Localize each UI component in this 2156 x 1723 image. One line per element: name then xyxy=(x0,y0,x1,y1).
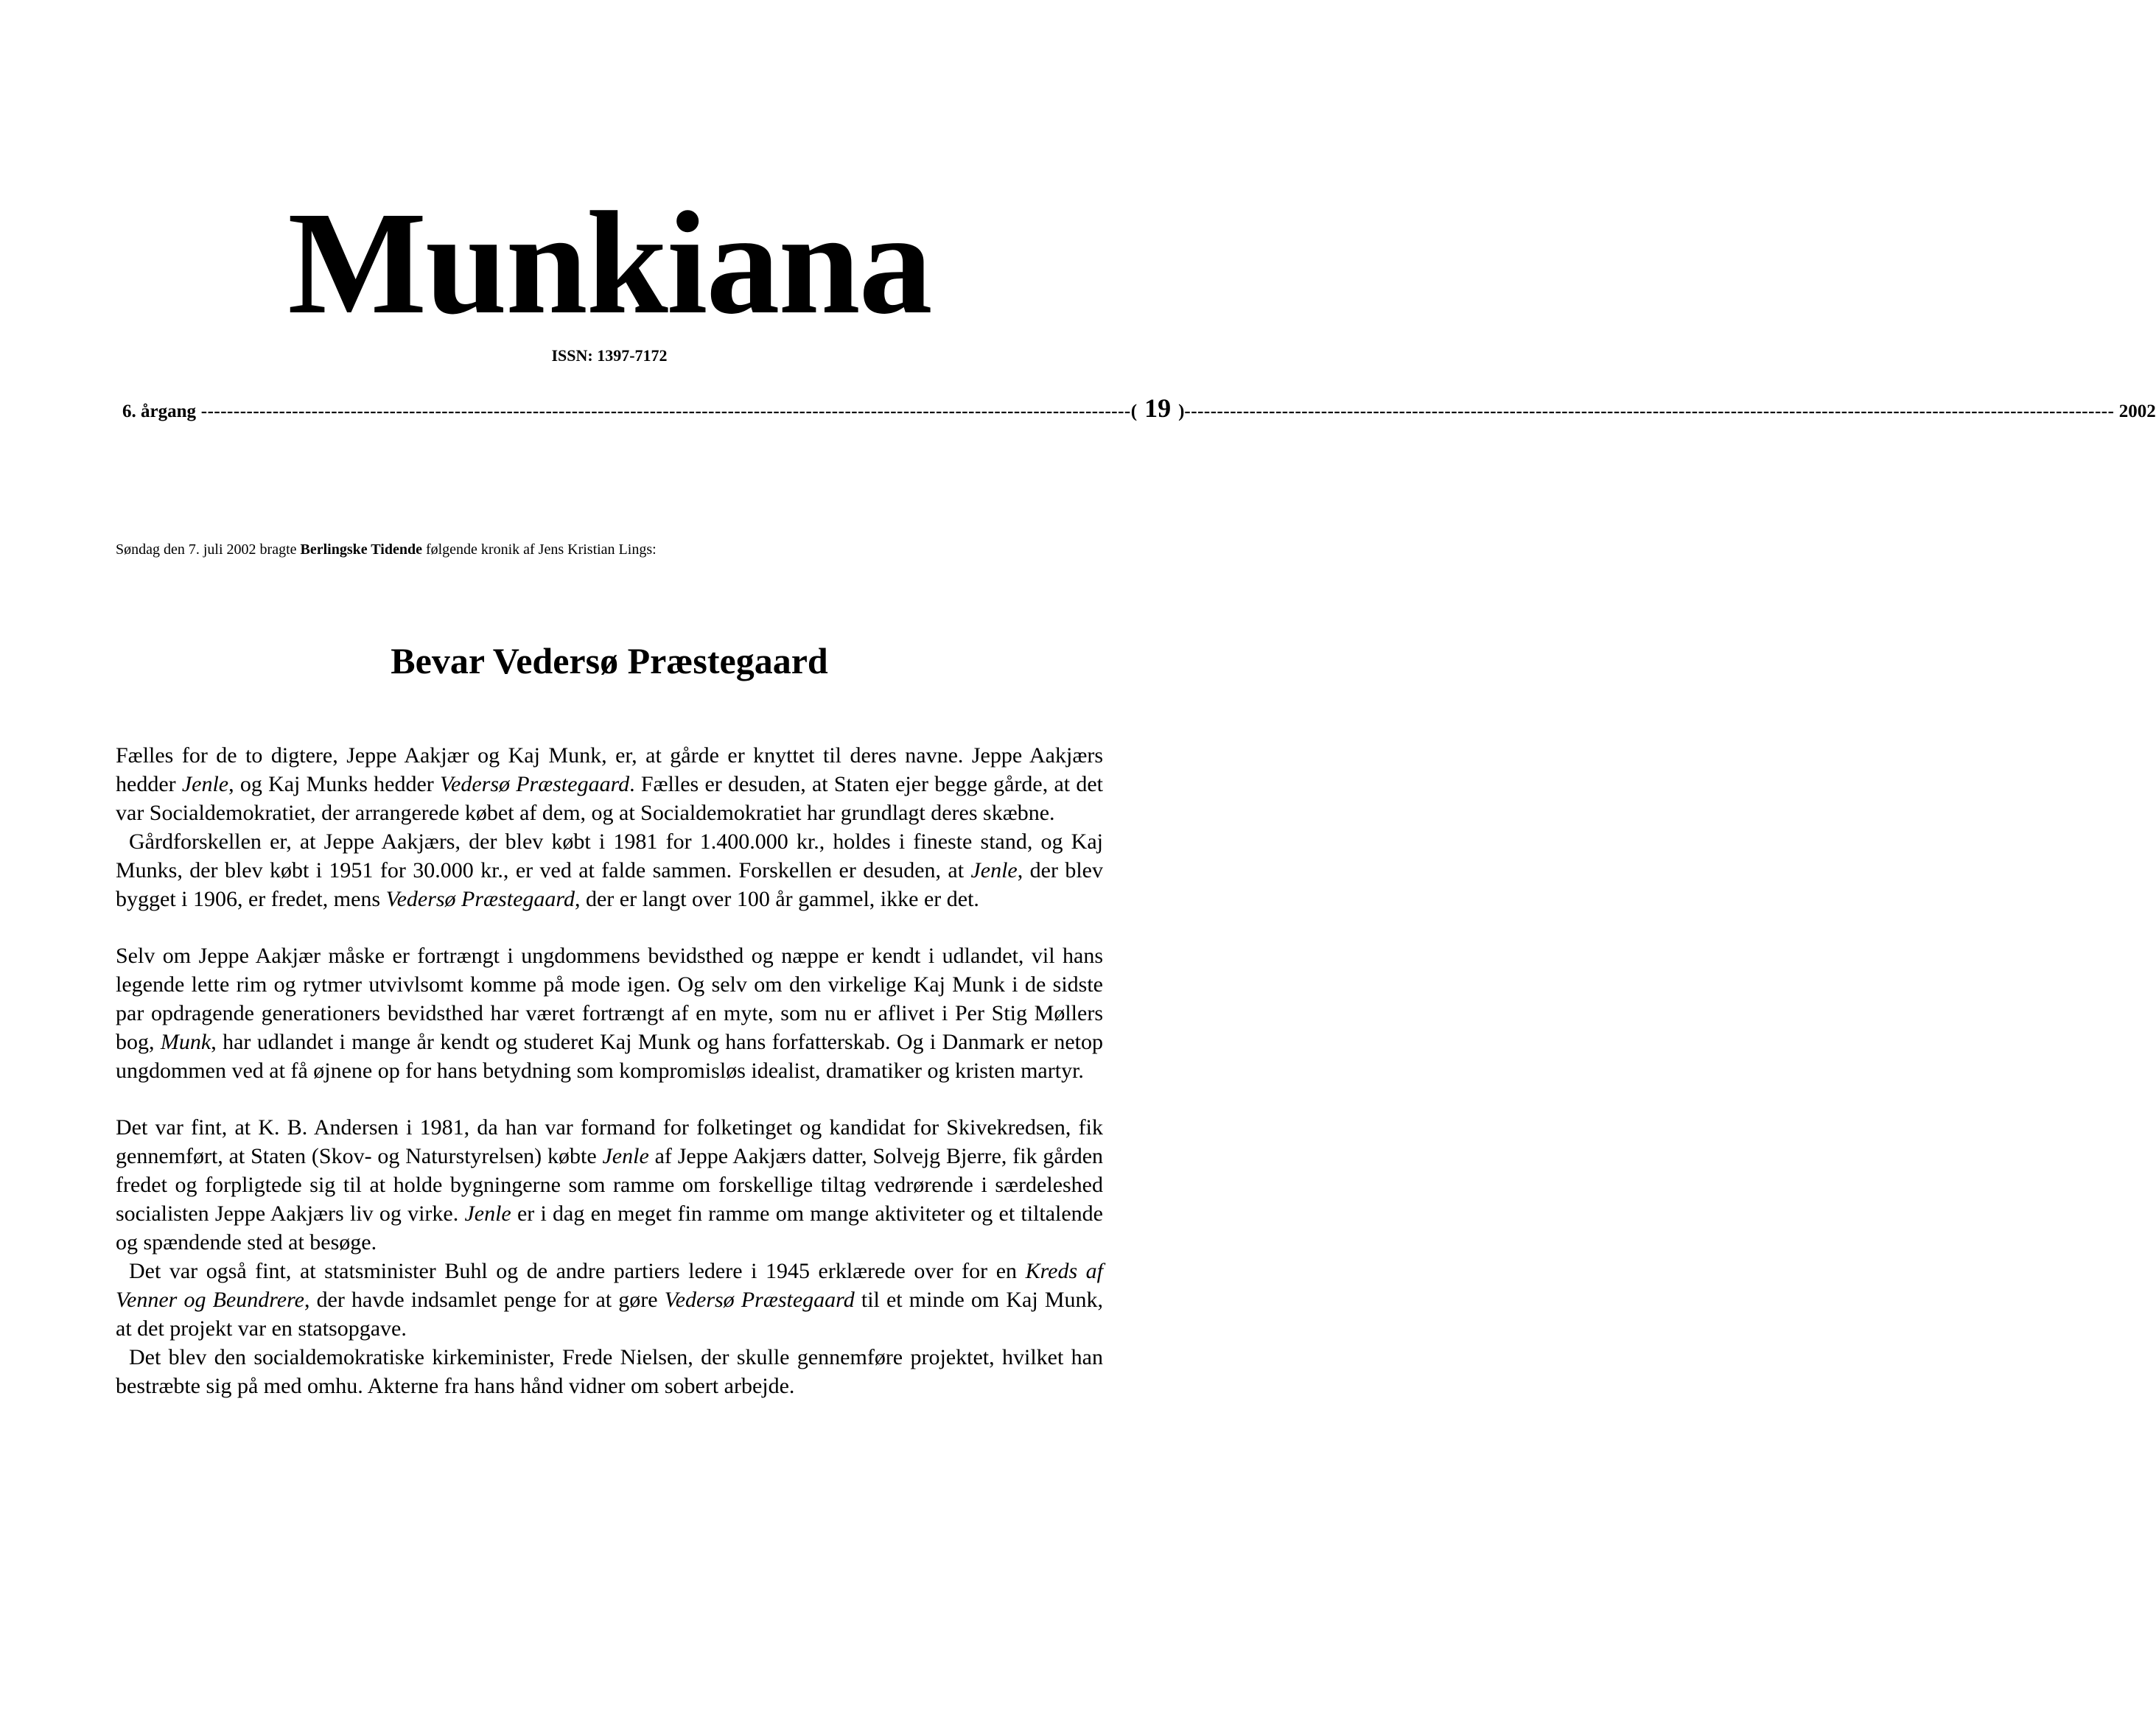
paragraph-4: Det var fint, at K. B. Andersen i 1981, da han var formand for folketinget og kandidat for Skivekredsen, fik gennemført, at Staten (Skov- og Naturstyrelsen) købte Jenle af Jeppe Aakjærs datter, Solvejg Bjerre, fik gården fredet og forpligtede sig til at holde bygningerne som ramme om forskellige tiltag vedrørende i særdeleshed socialisten Jeppe Aakjærs liv og virke. Jenle er i dag en meget fin ramme om mange aktiviteter og et tiltalende og spændende sted at besøge. xyxy=(116,1115,1104,1254)
paragraph-6: Det blev den socialdemokratiske kirkeminister, Frede Nielsen, der skulle gennemføre projektet, hvilket han bestræbte sig på med omhu. Akterne fra hans hånd vidner om sobert arbejde. xyxy=(116,1345,1103,1398)
newspaper-name: Berlingske Tidende xyxy=(300,541,422,558)
paragraph-1: Fælles for de to digtere, Jeppe Aakjær og Kaj Munk, er, at gårde er knyttet til deres navne. Jeppe Aakjærs hedder Jenle, og Kaj Munks hedder Vedersø Præstegaard. Fælles er desuden, at Staten ejer begge gårde, at det var Socialdemokratiet, der arrangerede købet af dem, og at Socialdemokratiet har grundlagt deres skæbne. xyxy=(116,743,1103,825)
masthead-title: Munkiana xyxy=(287,182,931,345)
volume-issue-line xyxy=(122,393,2156,423)
article-headline: Bevar Vedersø Præstegaard xyxy=(391,640,828,681)
volume-label: 6. årgang xyxy=(122,401,196,421)
issn-number: ISSN: 1397-7172 xyxy=(551,346,668,365)
paragraph-5: Det var også fint, at statsminister Buhl og de andre partiers ledere i 1945 erklærede over for en Kreds af Venner og Beundrere, der havde indsamlet penge for at gøre Vedersø Præstegaard til et minde om Kaj Munk, at det projekt var en statsopgave. xyxy=(116,1259,1104,1341)
year-label: 2002 xyxy=(2118,401,2156,421)
issue-number: 19 xyxy=(1144,393,1172,423)
dash-rule-left: ----------------------------------------------------------------------------------------------------------------------------------------------- xyxy=(196,401,1131,421)
issue-paren-close: ) xyxy=(1178,401,1185,421)
paragraph-2: Gårdforskellen er, at Jeppe Aakjærs, der blev købt i 1981 for 1.400.000 kr., holdes i fineste stand, og Kaj Munks, der blev købt i 1951 for 30.000 kr., er ved at falde sammen. Forskellen er desuden, at Jenle, der blev bygget i 1906, er fredet, mens Vedersø Præstegaard, der er langt over 100 år gammel, ikke er det. xyxy=(116,829,1103,911)
dash-rule-right: ----------------------------------------------------------------------------------------------------------------------------------------------- xyxy=(1184,401,2115,421)
paragraph-3: Selv om Jeppe Aakjær måske er fortrængt i ungdommens bevidsthed og næppe er kendt i udlandet, vil hans legende lette rim og rytmer utvivlsomt komme på mode igen. Og selv om den virkelige Kaj Munk i de sidste par opdragende generationers bevidsthed har været fortrængt af en myte, som nu er aflivet i Per Stig Møllers bog, Munk, har udlandet i mange år kendt og studeret Kaj Munk og hans forfatterskab. Og i Danmark er netop ungdommen ved at få øjnene op for hans betydning som kompromisløs idealist, dramatiker og kristen martyr. xyxy=(116,944,1104,1083)
article-body xyxy=(116,741,1103,1400)
intro-suffix: følgende kronik af Jens Kristian Lings: xyxy=(421,541,657,558)
issue-paren-open: ( xyxy=(1130,401,1138,421)
intro-prefix: Søndag den 7. juli 2002 bragte xyxy=(116,541,301,558)
intro-line xyxy=(116,541,657,558)
